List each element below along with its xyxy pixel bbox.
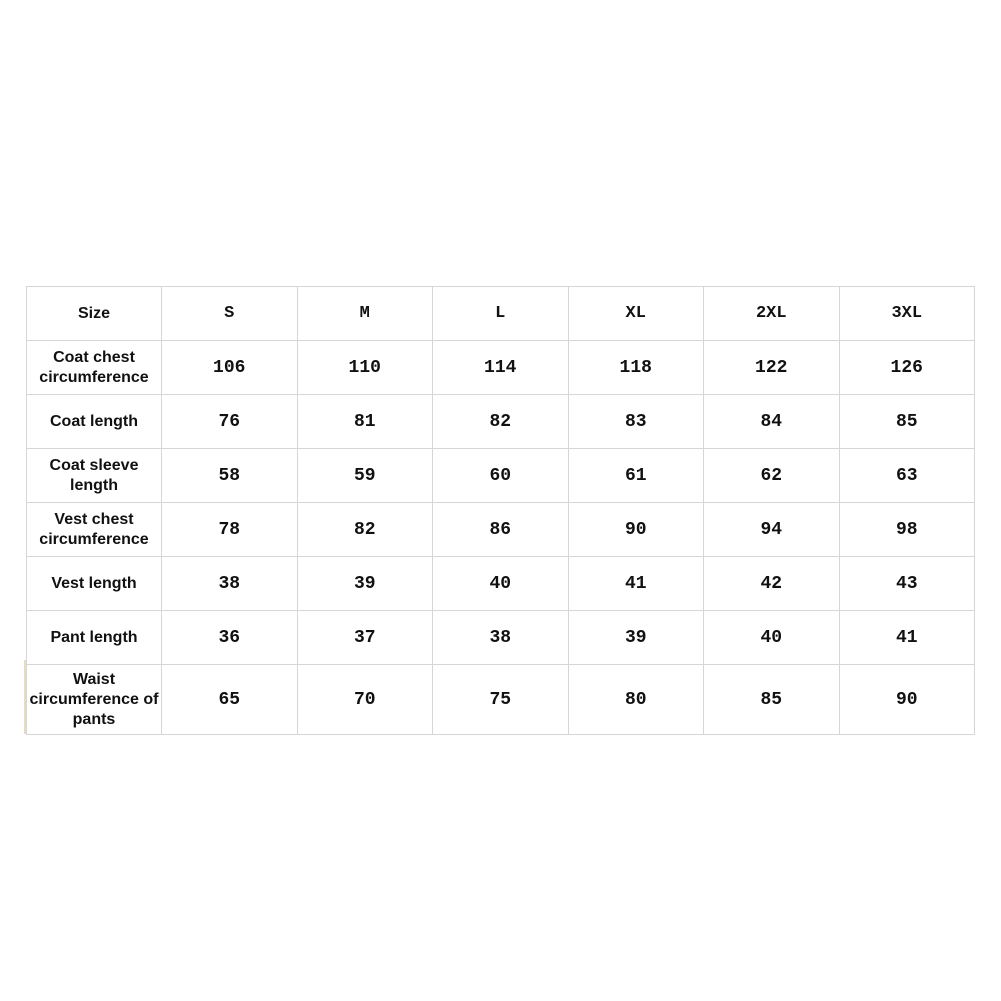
table-cell: 65: [162, 665, 298, 735]
table-cell: 62: [704, 449, 840, 503]
table-cell: 61: [568, 449, 704, 503]
table-cell: 110: [297, 341, 433, 395]
table-cell: 86: [433, 503, 569, 557]
table-cell: 60: [433, 449, 569, 503]
table-cell: 39: [568, 611, 704, 665]
table-row: [27, 449, 975, 503]
row-label: Vest chest circumference: [27, 503, 162, 557]
table-cell: 40: [704, 611, 840, 665]
table-cell: 63: [839, 449, 975, 503]
table-cell: 81: [297, 395, 433, 449]
size-header-l: L: [433, 287, 569, 341]
table-cell: 58: [162, 449, 298, 503]
size-header-m: M: [297, 287, 433, 341]
table-cell: 118: [568, 341, 704, 395]
table-cell: 90: [839, 665, 975, 735]
table-cell: 36: [162, 611, 298, 665]
table-cell: 122: [704, 341, 840, 395]
row-label: Pant length: [27, 611, 162, 665]
table-cell: 78: [162, 503, 298, 557]
table-cell: 41: [568, 557, 704, 611]
table-cell: 114: [433, 341, 569, 395]
table-row: [27, 557, 975, 611]
table-cell: 82: [433, 395, 569, 449]
table-row: [27, 395, 975, 449]
table-cell: 80: [568, 665, 704, 735]
table-cell: 85: [704, 665, 840, 735]
table-cell: 90: [568, 503, 704, 557]
table-cell: 126: [839, 341, 975, 395]
row-label: Coat sleeve length: [27, 449, 162, 503]
size-header-3xl: 3XL: [839, 287, 975, 341]
header-row: [27, 287, 975, 341]
table-cell: 106: [162, 341, 298, 395]
size-header-xl: XL: [568, 287, 704, 341]
table-cell: 37: [297, 611, 433, 665]
table-row: [27, 611, 975, 665]
header-label: Size: [27, 287, 162, 341]
table-cell: 41: [839, 611, 975, 665]
row-label: Coat chest circumference: [27, 341, 162, 395]
table-cell: 40: [433, 557, 569, 611]
table-cell: 43: [839, 557, 975, 611]
table-cell: 76: [162, 395, 298, 449]
table-cell: 59: [297, 449, 433, 503]
table-cell: 38: [162, 557, 298, 611]
row-label: Vest length: [27, 557, 162, 611]
table-cell: 83: [568, 395, 704, 449]
table-cell: 39: [297, 557, 433, 611]
table-cell: 75: [433, 665, 569, 735]
table-cell: 38: [433, 611, 569, 665]
size-chart-table: [26, 286, 975, 735]
size-header-2xl: 2XL: [704, 287, 840, 341]
table-cell: 82: [297, 503, 433, 557]
table-cell: 98: [839, 503, 975, 557]
row-label: Coat length: [27, 395, 162, 449]
table-cell: 70: [297, 665, 433, 735]
size-header-s: S: [162, 287, 298, 341]
table-cell: 94: [704, 503, 840, 557]
table-row: [27, 341, 975, 395]
row-label: Waist circumference of pants: [27, 665, 162, 735]
table-cell: 85: [839, 395, 975, 449]
table-row: [27, 503, 975, 557]
table-cell: 84: [704, 395, 840, 449]
table-row: [27, 665, 975, 735]
table-cell: 42: [704, 557, 840, 611]
